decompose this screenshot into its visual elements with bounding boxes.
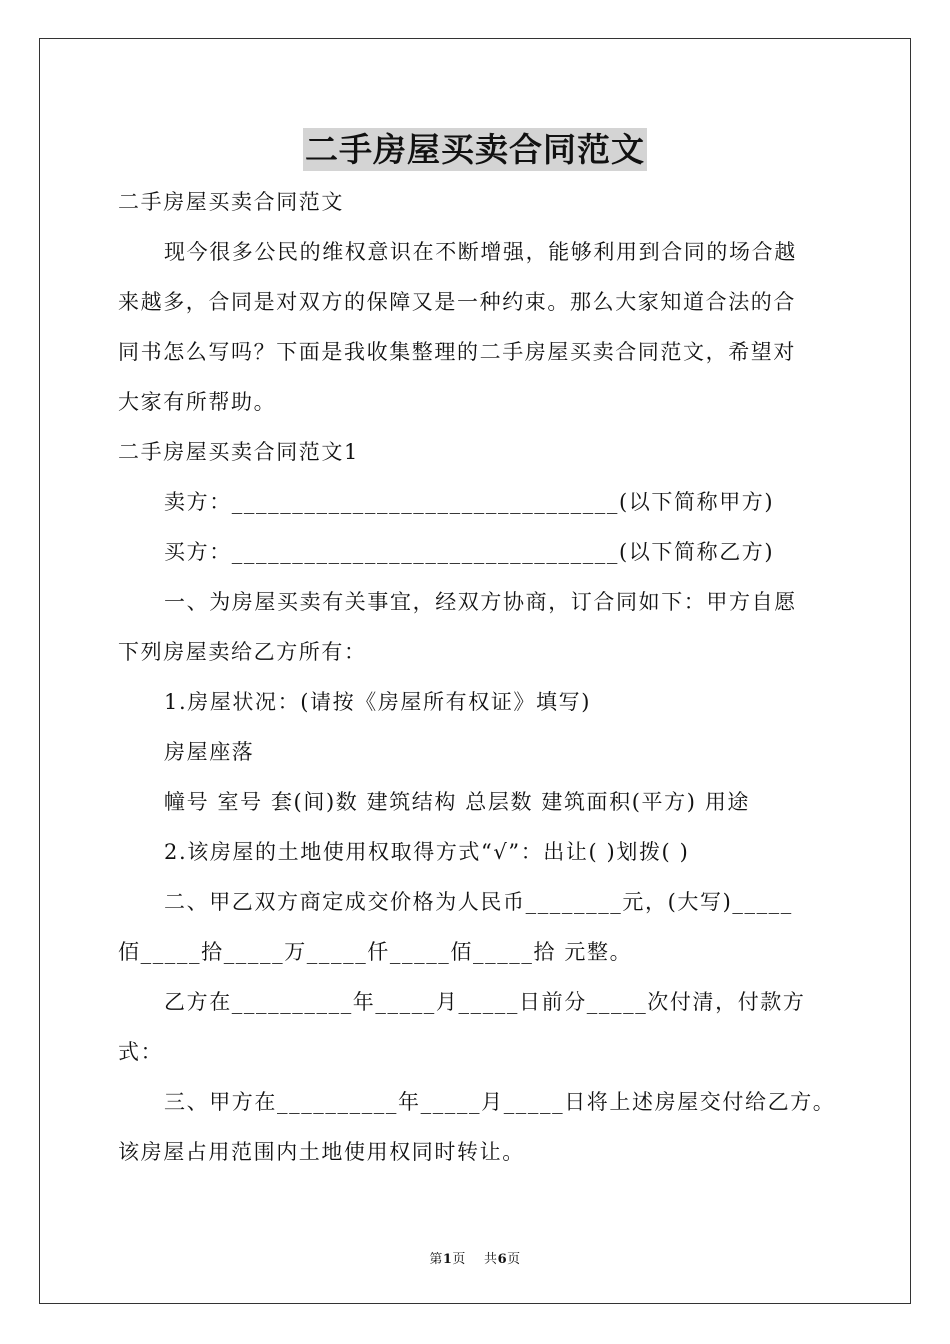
seller-line: 卖方：________________________________(以下简称甲方)	[164, 490, 775, 514]
clause-line: 该房屋占用范围内土地使用权同时转让。	[118, 1140, 525, 1164]
clause-line: 式：	[118, 1040, 164, 1064]
document-title: 二手房屋买卖合同范文	[305, 130, 645, 169]
clause-line: 2.该房屋的土地使用权取得方式“√”：出让( )划拨( )	[164, 840, 690, 864]
section-heading: 二手房屋买卖合同范文1	[118, 440, 359, 464]
footer-page-total: 6	[497, 1252, 508, 1267]
paragraph-line: 大家有所帮助。	[118, 390, 277, 414]
paragraph-line: 现今很多公民的维权意识在不断增强，能够利用到合同的场合越	[164, 240, 797, 264]
clause-line: 三、甲方在__________年_____月_____日将上述房屋交付给乙方。	[164, 1090, 836, 1114]
clause-line: 1.房屋状况：(请按《房屋所有权证》填写)	[164, 690, 592, 714]
paragraph-line: 同书怎么写吗？下面是我收集整理的二手房屋买卖合同范文，希望对	[118, 340, 796, 364]
clause-line: 二、甲乙双方商定成交价格为人民币________元，(大写)_____	[164, 890, 793, 914]
footer-suffix: 页	[507, 1252, 521, 1267]
document-title-wrap	[0, 124, 950, 171]
footer-prefix: 第	[429, 1252, 443, 1267]
footer-mid: 页 共	[452, 1252, 498, 1267]
footer-page-number: 1	[442, 1252, 453, 1267]
buyer-line: 买方：________________________________(以下简称乙方)	[164, 540, 775, 564]
clause-line: 一、为房屋买卖有关事宜，经双方协商，订合同如下：甲方自愿	[164, 590, 797, 614]
page-footer	[0, 1248, 950, 1267]
subtitle-line: 二手房屋买卖合同范文	[118, 190, 344, 214]
paragraph-line: 来越多，合同是对双方的保障又是一种约束。那么大家知道合法的合	[118, 290, 796, 314]
clause-line: 房屋座落	[164, 740, 255, 764]
clause-line: 幢号 室号 套(间)数 建筑结构 总层数 建筑面积(平方) 用途	[164, 790, 751, 814]
clause-line: 下列房屋卖给乙方所有：	[118, 640, 367, 664]
clause-line: 佰_____拾_____万_____仟_____佰_____拾 元整。	[118, 940, 633, 964]
clause-line: 乙方在__________年_____月_____日前分_____次付清，付款方	[164, 990, 806, 1014]
